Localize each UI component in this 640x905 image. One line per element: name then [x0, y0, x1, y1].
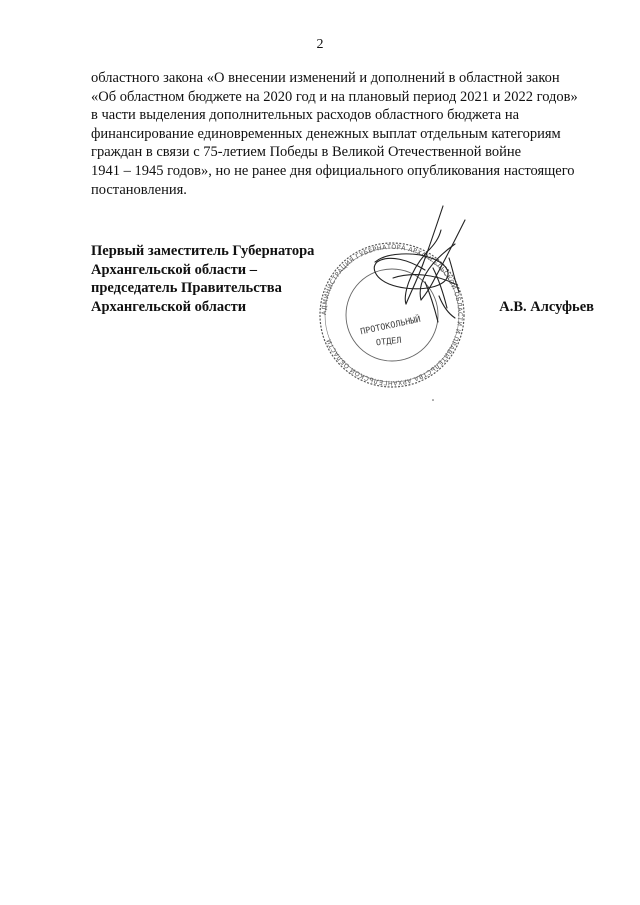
body-line: 1941 – 1945 годов», но не ранее дня официального опубликования настоящего: [91, 162, 575, 179]
stamp-center-line: ОТДЕЛ: [375, 335, 403, 349]
signatory-title-line: Архангельской области: [91, 298, 247, 315]
page-number: 2: [316, 37, 324, 52]
signatory-title-line: Первый заместитель Губернатора: [91, 243, 315, 259]
body-line: финансирование единовременных денежных выплат отдельным категориям: [91, 125, 561, 142]
signatory-title-line: председатель Правительства: [91, 280, 282, 297]
body-line: в части выделения дополнительных расходов областного бюджета на: [91, 107, 520, 124]
body-line: постановления.: [91, 181, 187, 198]
stamp-ring-text: АДМИНИСТРАЦИЯ ГУБЕРНАТОРА АРХАНГЕЛЬСКОЙ ОБЛАСТИ И ПРАВИТЕЛЬСТВА АРХАНГЕЛЬСКОЙ ОБЛАСТИ: [320, 243, 464, 387]
signature-scribble: [374, 206, 465, 322]
stamp-center-line: ПРОТОКОЛЬНЫЙ: [359, 314, 422, 338]
body-paragraph: [91, 69, 594, 199]
official-stamp: [305, 200, 480, 405]
signatory-name: А.В. Алсуфьев: [499, 299, 594, 315]
body-line: граждан в связи с 75-летием Победы в Великой Отечественной войне: [91, 144, 522, 161]
body-line: «Об областном бюджете на 2020 год и на плановый период 2021 и 2022 годов»: [91, 88, 578, 105]
stamp-and-signature: [305, 200, 480, 405]
signatory-title-line: Архангельской области –: [91, 261, 257, 278]
body-line: областного закона «О внесении изменений и дополнений в областной закон: [91, 70, 560, 86]
